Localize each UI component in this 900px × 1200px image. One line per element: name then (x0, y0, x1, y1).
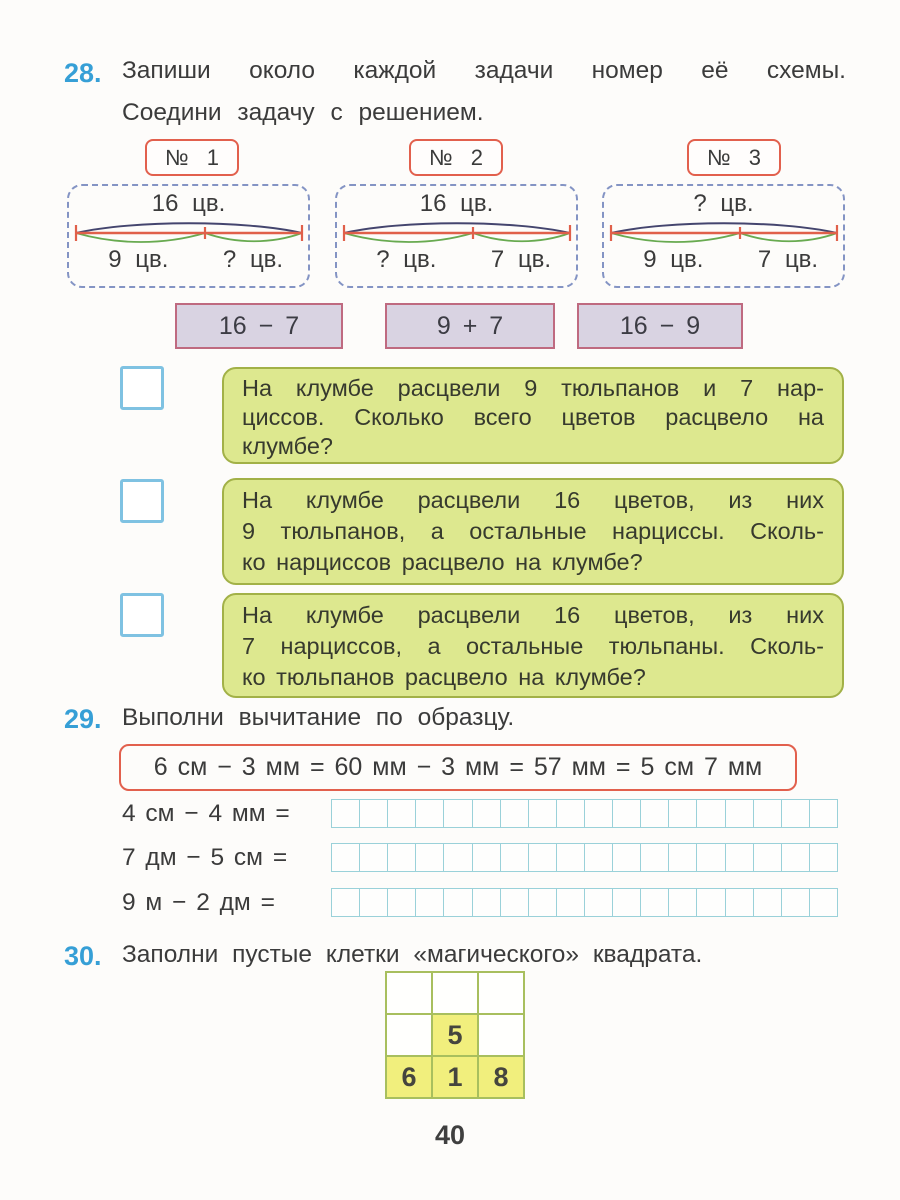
answer-cell[interactable] (415, 843, 445, 872)
scheme-3-part1-label: 9 цв. (643, 246, 704, 273)
problem-1-line-1: На клумбе расцвели 9 тюльпанов и 7 нар- (242, 375, 824, 401)
scheme-3-part2-label: 7 цв. (757, 246, 819, 273)
answer-cell[interactable] (668, 843, 698, 872)
answer-cell[interactable] (809, 799, 839, 828)
scheme-1-total-label: 16 цв. (151, 190, 226, 217)
answer-cell[interactable] (415, 799, 445, 828)
answer-cell[interactable] (331, 888, 361, 917)
answer-cell[interactable] (472, 843, 502, 872)
answer-cell[interactable] (781, 888, 811, 917)
magic-square-cell-r2c2: 8 (478, 1056, 524, 1098)
scheme-2-part2-label: 7 цв. (490, 246, 552, 273)
magic-square-cell-r1c0[interactable] (386, 1014, 432, 1056)
segment-diagram-icon (72, 219, 306, 247)
problem-1-line-2: циссов. Сколько всего цветов расцвело на (242, 404, 824, 430)
answer-cell[interactable] (528, 843, 558, 872)
magic-square-cell-r2c1: 1 (432, 1056, 478, 1098)
problem-3-line-1: На клумбе расцвели 16 цветов, из них (242, 602, 824, 628)
answer-cell[interactable] (668, 799, 698, 828)
problem-1-line-3: клумбе? (242, 433, 333, 459)
scheme-2-part1-label: ? цв. (376, 246, 437, 273)
answer-checkbox-1[interactable] (120, 366, 164, 410)
answer-cell[interactable] (781, 843, 811, 872)
answer-cell[interactable] (331, 843, 361, 872)
scheme-card-1 (67, 184, 310, 288)
scheme-card-3 (602, 184, 845, 288)
answer-cell[interactable] (387, 843, 417, 872)
exercise-number-29: 29. (64, 704, 102, 734)
answer-cell[interactable] (584, 888, 614, 917)
scheme-number-badge-3: № 3 (687, 139, 781, 176)
answer-cell[interactable] (809, 888, 839, 917)
exercise-28-title-line1: Запиши около каждой задачи номер её схемы. (122, 57, 846, 84)
answer-cell[interactable] (640, 888, 670, 917)
answer-cell[interactable] (696, 843, 726, 872)
answer-checkbox-2[interactable] (120, 479, 164, 523)
answer-cell[interactable] (359, 888, 389, 917)
subtraction-row-3-label: 9 м − 2 дм = (122, 888, 275, 916)
answer-cell[interactable] (443, 799, 473, 828)
answer-cell[interactable] (556, 799, 586, 828)
subtraction-row-1-label: 4 см − 4 мм = (122, 799, 290, 827)
answer-cell[interactable] (556, 888, 586, 917)
scheme-1-part2-label: ? цв. (222, 246, 284, 273)
scheme-3-total-label: ? цв. (693, 190, 754, 217)
answer-cell[interactable] (472, 888, 502, 917)
magic-square-cell-r1c1: 5 (432, 1014, 478, 1056)
answer-cell[interactable] (640, 799, 670, 828)
expression-box-2[interactable]: 9 + 7 (385, 303, 555, 349)
answer-cell[interactable] (584, 799, 614, 828)
example-box: 6 см − 3 мм = 60 мм − 3 мм = 57 мм = 5 см 7 мм (119, 744, 797, 791)
scheme-card-2 (335, 184, 578, 288)
answer-cell[interactable] (528, 888, 558, 917)
answer-cell[interactable] (781, 799, 811, 828)
answer-cell[interactable] (415, 888, 445, 917)
answer-cell[interactable] (668, 888, 698, 917)
answer-cell[interactable] (753, 843, 783, 872)
expression-box-1[interactable]: 16 − 7 (175, 303, 343, 349)
scheme-number-badge-1: № 1 (145, 139, 239, 176)
answer-cell[interactable] (500, 799, 530, 828)
answer-cell[interactable] (753, 799, 783, 828)
problem-2-line-1: На клумбе расцвели 16 цветов, из них (242, 487, 824, 513)
answer-cell[interactable] (528, 799, 558, 828)
scheme-1-part1-label: 9 цв. (108, 246, 169, 273)
problem-2-line-3: ко нарциссов расцвело на клумбе? (242, 549, 643, 575)
answer-cell[interactable] (696, 888, 726, 917)
magic-square (385, 971, 525, 1099)
problem-card-3[interactable] (222, 593, 844, 698)
exercise-29-title: Выполни вычитание по образцу. (122, 704, 515, 731)
answer-cell[interactable] (500, 888, 530, 917)
answer-cell[interactable] (500, 843, 530, 872)
answer-cell-row-2 (331, 843, 837, 872)
answer-cell[interactable] (612, 799, 642, 828)
answer-cell[interactable] (359, 799, 389, 828)
answer-cell[interactable] (725, 843, 755, 872)
magic-square-cell-r2c0: 6 (386, 1056, 432, 1098)
answer-cell[interactable] (753, 888, 783, 917)
problem-3-line-3: ко тюльпанов расцвело на клумбе? (242, 664, 646, 690)
answer-cell[interactable] (387, 799, 417, 828)
scheme-number-badge-2: № 2 (409, 139, 503, 176)
problem-card-2[interactable] (222, 478, 844, 585)
answer-cell[interactable] (809, 843, 839, 872)
answer-checkbox-3[interactable] (120, 593, 164, 637)
answer-cell[interactable] (359, 843, 389, 872)
answer-cell[interactable] (331, 799, 361, 828)
scheme-2-total-label: 16 цв. (419, 190, 494, 217)
answer-cell[interactable] (612, 888, 642, 917)
segment-diagram-icon (607, 219, 841, 247)
answer-cell[interactable] (443, 888, 473, 917)
answer-cell[interactable] (387, 888, 417, 917)
answer-cell-row-3 (331, 888, 837, 917)
exercise-30-title: Заполни пустые клетки «магического» квадрата. (122, 941, 703, 968)
answer-cell[interactable] (725, 888, 755, 917)
problem-3-line-2: 7 нарциссов, а остальные тюльпаны. Сколь- (242, 633, 824, 659)
answer-cell-row-1 (331, 799, 837, 828)
problem-card-1[interactable] (222, 367, 844, 464)
exercise-number-30: 30. (64, 941, 102, 971)
page-number: 40 (434, 1120, 466, 1150)
answer-cell[interactable] (556, 843, 586, 872)
answer-cell[interactable] (640, 843, 670, 872)
magic-square-cell-r0c0[interactable] (386, 972, 432, 1014)
exercise-28-title-line2: Соедини задачу с решением. (122, 99, 484, 126)
magic-square-cell-r0c2[interactable] (478, 972, 524, 1014)
expression-box-3[interactable]: 16 − 9 (577, 303, 743, 349)
answer-cell[interactable] (725, 799, 755, 828)
answer-cell[interactable] (443, 843, 473, 872)
problem-2-line-2: 9 тюльпанов, а остальные нарциссы. Сколь- (242, 518, 824, 544)
answer-cell[interactable] (584, 843, 614, 872)
answer-cell[interactable] (696, 799, 726, 828)
subtraction-row-2-label: 7 дм − 5 см = (122, 843, 288, 871)
segment-diagram-icon (340, 219, 574, 247)
magic-square-cell-r0c1[interactable] (432, 972, 478, 1014)
exercise-number-28: 28. (64, 58, 102, 88)
answer-cell[interactable] (472, 799, 502, 828)
answer-cell[interactable] (612, 843, 642, 872)
magic-square-cell-r1c2[interactable] (478, 1014, 524, 1056)
